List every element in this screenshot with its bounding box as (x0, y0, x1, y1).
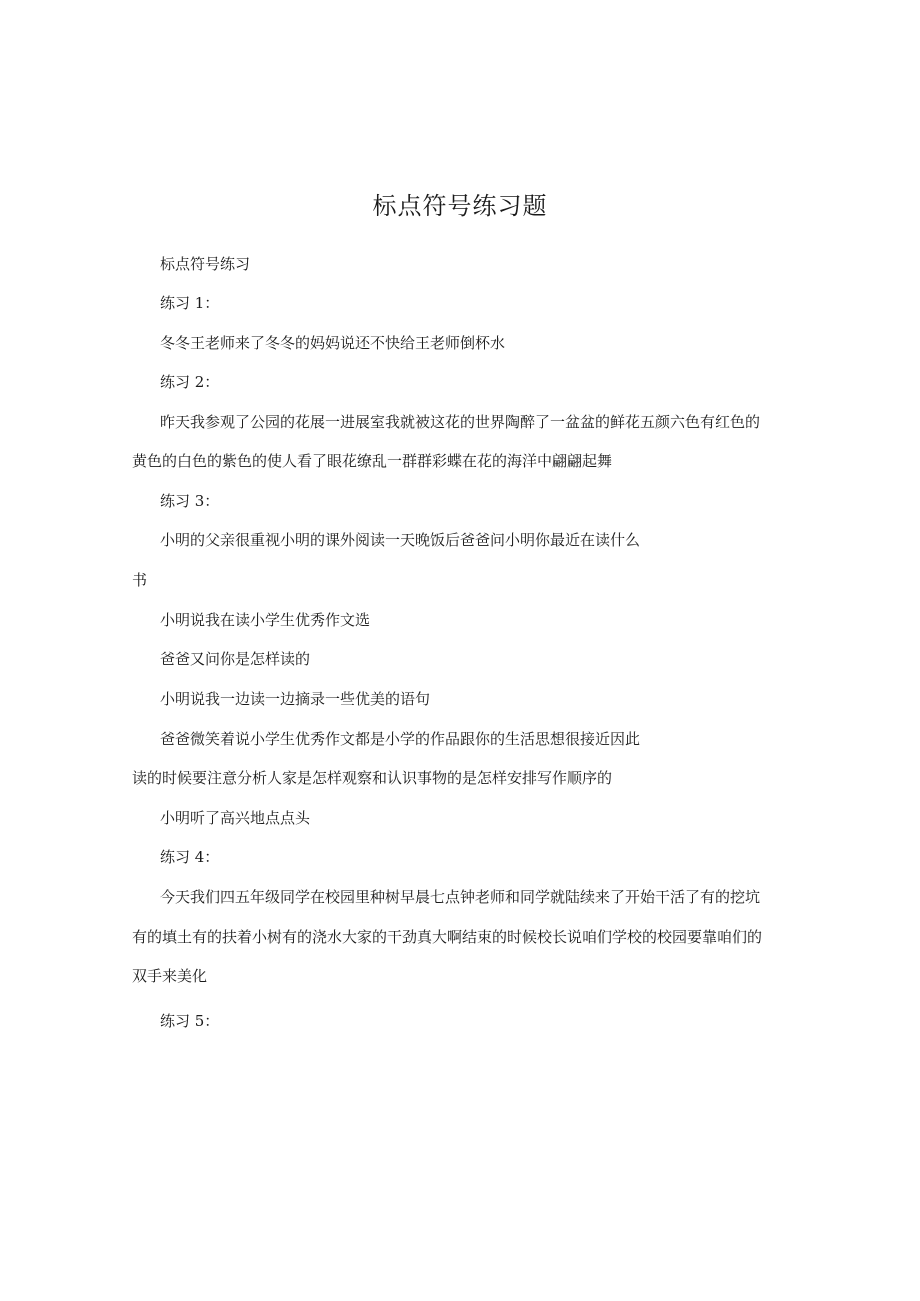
exercise-3-para-5-line-1: 爸爸微笑着说小学生优秀作文都是小学的作品跟你的生活思想很接近因此 (160, 730, 641, 748)
exercise-2-label: 练习 2： (160, 373, 220, 391)
exercise-2-line-1: 昨天我参观了公园的花展一进展室我就被这花的世界陶醉了一盆盆的鲜花五颜六色有红色的 (160, 413, 761, 431)
page-title: 标点符号练习题 (372, 192, 548, 220)
exercise-3-label: 练习 3： (160, 492, 220, 510)
exercise-3-para-3: 爸爸又问你是怎样读的 (160, 650, 311, 668)
exercise-4-label: 练习 4： (160, 848, 220, 866)
exercise-4-line-1: 今天我们四五年级同学在校园里种树早晨七点钟老师和同学就陆续来了开始干活了有的挖坑 (160, 888, 761, 906)
exercise-1-label: 练习 1： (160, 294, 220, 312)
exercise-3-para-1-line-1: 小明的父亲很重视小明的课外阅读一天晚饭后爸爸问小明你最近在读什么 (160, 531, 641, 549)
exercise-2-line-2: 黄色的白色的紫色的使人看了眼花缭乱一群群彩蝶在花的海洋中翩翩起舞 (132, 452, 613, 470)
exercise-5-label: 练习 5： (160, 1012, 220, 1030)
exercise-3-para-1-line-2: 书 (132, 571, 148, 589)
exercise-3-para-5-line-2: 读的时候要注意分析人家是怎样观察和认识事物的是怎样安排写作顺序的 (132, 769, 613, 787)
subtitle: 标点符号练习 (160, 255, 251, 273)
exercise-3-para-2: 小明说我在读小学生优秀作文选 (160, 611, 371, 629)
exercise-4-line-2: 有的填土有的扶着小树有的浇水大家的干劲真大啊结束的时候校长说咱们学校的校园要靠咱们的 (132, 928, 763, 946)
exercise-3-para-4: 小明说我一边读一边摘录一些优美的语句 (160, 690, 431, 708)
exercise-4-line-3: 双手来美化 (132, 967, 208, 985)
exercise-1-text: 冬冬王老师来了冬冬的妈妈说还不快给王老师倒杯水 (160, 334, 506, 352)
exercise-3-para-6: 小明听了高兴地点点头 (160, 809, 311, 827)
